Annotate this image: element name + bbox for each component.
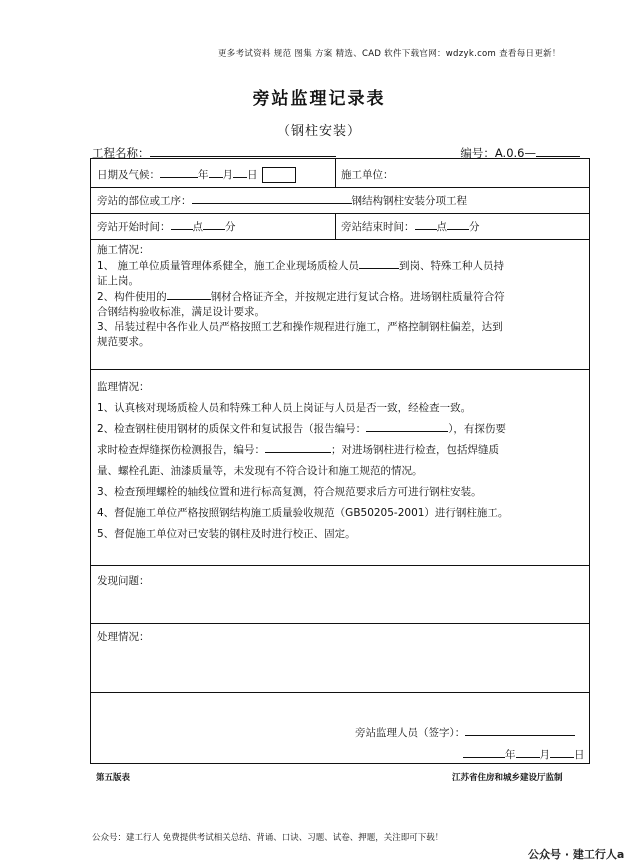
header-note: 更多考试资料 规范 图集 方案 精选、CAD 软件下载官网：wdzyk.com 查看每日更新！ xyxy=(218,49,561,59)
sign-year-field[interactable] xyxy=(463,747,505,758)
construction-item-2-text-b: 钢材合格证齐全，并按规定进行复试合格。进场钢柱质量符合符 xyxy=(210,291,505,303)
project-name-field[interactable] xyxy=(150,145,336,157)
sign-day-text: 日 xyxy=(574,749,585,761)
month-field[interactable] xyxy=(209,167,223,178)
sign-year-text: 年 xyxy=(505,749,516,761)
row-divider xyxy=(91,369,589,370)
end-hour-text: 点 xyxy=(436,221,447,233)
construction-section xyxy=(97,243,583,350)
supervision-item-2-cont xyxy=(97,440,583,461)
row-divider xyxy=(91,187,589,188)
supervision-heading: 监理情况： xyxy=(97,381,150,393)
material-field[interactable] xyxy=(167,289,211,300)
end-hour-field[interactable] xyxy=(415,219,437,230)
end-time-row xyxy=(341,219,480,234)
form-code-field[interactable] xyxy=(536,145,580,157)
supervision-item-2-text-b: ），有探伤要 xyxy=(448,423,506,435)
end-min-field[interactable] xyxy=(447,219,469,230)
construction-item-2 xyxy=(97,289,583,305)
construction-item-3: 3、吊装过程中各作业人员严格按照工艺和操作规程进行施工，严格控制钢柱偏差，达到 xyxy=(97,321,503,333)
supervision-section xyxy=(97,377,583,545)
end-min-text: 分 xyxy=(469,221,480,233)
supervision-item-4: 4、督促施工单位严格按照钢结构施工质量验收规范（GB50205-2001）进行钢柱施工。 xyxy=(97,507,509,519)
construction-item-1-cont: 证上岗。 xyxy=(97,275,139,287)
form-code-label: 编号：A.0.6— xyxy=(460,146,536,160)
sign-month-text: 月 xyxy=(539,749,550,761)
footer-issuer: 江苏省住房和城乡建设厅监制 xyxy=(452,773,563,783)
supervision-item-2 xyxy=(97,419,583,440)
start-min-field[interactable] xyxy=(203,219,225,230)
part-field[interactable] xyxy=(192,193,352,204)
signature-field[interactable] xyxy=(465,725,575,736)
year-field[interactable] xyxy=(160,167,198,178)
supervision-item-2-text-d: ；对进场钢柱进行检查，包括焊缝质 xyxy=(331,444,499,456)
part-value: 钢结构钢柱安装分项工程 xyxy=(351,195,467,207)
signature-row xyxy=(355,725,575,740)
start-min-text: 分 xyxy=(225,221,236,233)
sign-day-field[interactable] xyxy=(550,747,574,758)
construction-heading: 施工情况： xyxy=(97,244,150,256)
signature-label: 旁站监理人员（签字）： xyxy=(355,727,466,739)
inspector-field[interactable] xyxy=(359,258,399,269)
watermark: 公众号 · 建工行人a xyxy=(528,848,625,861)
construction-item-1-text-b: 到岗、特殊工种人员持 xyxy=(399,260,505,272)
page-title: 旁站监理记录表 xyxy=(252,89,386,109)
row-divider xyxy=(91,239,589,240)
col-divider xyxy=(335,159,336,187)
start-time-row xyxy=(97,219,236,234)
row-divider xyxy=(91,565,589,566)
sign-month-field[interactable] xyxy=(516,747,540,758)
project-name-label: 工程名称： xyxy=(92,146,150,160)
problems-label: 发现问题： xyxy=(97,575,150,587)
year-text: 年 xyxy=(198,169,209,181)
handling-label: 处理情况： xyxy=(97,631,150,643)
weather-box[interactable] xyxy=(262,167,296,183)
day-field[interactable] xyxy=(233,167,247,178)
supervision-item-5: 5、督促施工单位对已安装的钢柱及时进行校正、固定。 xyxy=(97,528,356,540)
construction-item-2-text: 2、构件使用的 xyxy=(97,291,167,303)
supervision-item-3: 3、检查预埋螺栓的轴线位置和进行标高复测，符合规范要求后方可进行钢柱安装。 xyxy=(97,486,482,498)
row-divider xyxy=(91,692,589,693)
col-divider xyxy=(335,213,336,239)
construction-item-3-cont: 规范要求。 xyxy=(97,336,150,348)
construction-item-2-cont: 合钢结构验收标准，满足设计要求。 xyxy=(97,306,265,318)
report-number-field[interactable] xyxy=(366,421,448,432)
row-divider xyxy=(91,213,589,214)
date-label: 日期及气候： xyxy=(97,169,160,181)
record-table xyxy=(90,158,590,764)
date-row xyxy=(97,167,296,183)
flaw-report-field[interactable] xyxy=(265,442,331,453)
start-hour-text: 点 xyxy=(192,221,203,233)
construction-item-1 xyxy=(97,258,583,274)
part-row xyxy=(97,193,467,208)
footer-edition: 第五版表 xyxy=(96,773,131,783)
start-hour-field[interactable] xyxy=(171,219,193,230)
start-time-label: 旁站开始时间： xyxy=(97,221,171,233)
day-text: 日 xyxy=(247,169,258,181)
signature-date-row xyxy=(463,747,585,762)
supervision-item-2-cont2: 量、螺栓孔距、油漆质量等，未发现有不符合设计和施工规范的情况。 xyxy=(97,465,423,477)
page-subtitle: （钢柱安装） xyxy=(276,124,361,139)
part-label: 旁站的部位或工序： xyxy=(97,195,192,207)
supervision-item-2-text: 2、检查钢柱使用钢材的质保文件和复试报告（报告编号： xyxy=(97,423,367,435)
construction-item-1-text: 1、 施工单位质量管理体系健全，施工企业现场质检人员 xyxy=(97,260,360,272)
supervision-item-1: 1、认真核对现场质检人员和特殊工种人员上岗证与人员是否一致，经检查一致。 xyxy=(97,402,472,414)
month-text: 月 xyxy=(222,169,233,181)
unit-label: 施工单位： xyxy=(341,169,394,181)
bottom-note: 公众号：建工行人 免费提供考试相关总结、背诵、口诀、习题、试卷、押题，关注即可下载！ xyxy=(92,833,444,843)
row-divider xyxy=(91,623,589,624)
end-time-label: 旁站结束时间： xyxy=(341,221,415,233)
supervision-item-2-text-c: 求时检查焊缝探伤检测报告，编号： xyxy=(97,444,265,456)
